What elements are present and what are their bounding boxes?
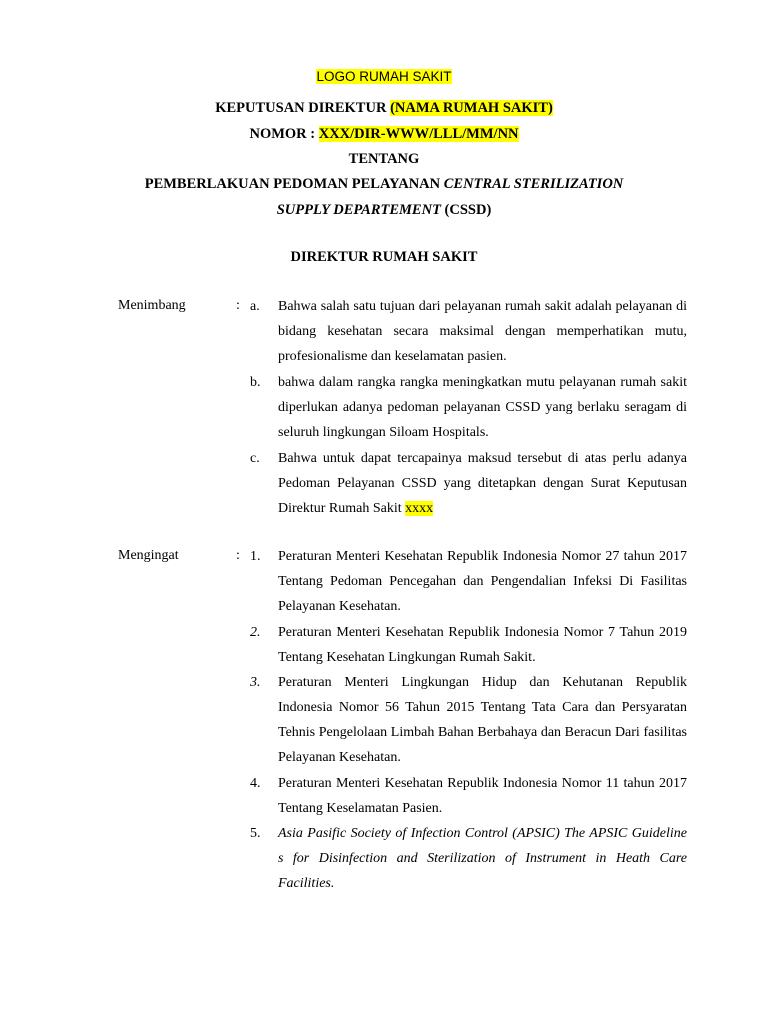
logo-placeholder bbox=[0, 69, 768, 84]
item-marker: 4. bbox=[250, 776, 261, 791]
item-marker: a. bbox=[250, 299, 260, 314]
mengingat-item-3 bbox=[250, 670, 690, 770]
item-text: Peraturan Menteri Kesehatan Republik Indonesia Nomor 7 Tahun 2019 Tentang Kesehatan Lingkungan Rumah Sakit. bbox=[278, 625, 687, 665]
logo-text: LOGO RUMAH SAKIT bbox=[316, 69, 452, 84]
about-text: TENTANG bbox=[348, 151, 420, 167]
menimbang-label: Menimbang bbox=[118, 298, 186, 313]
item-marker: 1. bbox=[250, 549, 261, 564]
mengingat-item-4 bbox=[250, 771, 690, 821]
item-text: Bahwa salah satu tujuan dari pelayanan rumah sakit adalah pelayanan di bidang kesehatan secara maksimal dengan memperhatikan mutu, profesionalisme dan keselamatan pasien. bbox=[278, 299, 687, 364]
director-heading bbox=[0, 248, 768, 266]
item-marker: c. bbox=[250, 451, 260, 466]
item-text: Bahwa untuk dapat tercapainya maksud tersebut di atas perlu adanya Pedoman Pelayanan CSSD yang ditetapkan dengan Surat Keputusan Direktur Rumah Sakit bbox=[278, 451, 687, 516]
decree-number bbox=[0, 125, 768, 143]
item-text: Peraturan Menteri Lingkungan Hidup dan Kehutanan Republik Indonesia Nomor 56 Tahun 2015 Tentang Tata Cara dan Persyaratan Tehnis Pengelolaan Limbah Bahan Berbahaya dan Beracun Dari fasilitas Pelayanan Kesehatan. bbox=[278, 675, 687, 765]
highlight-placeholder: xxxx bbox=[405, 501, 434, 516]
mengingat-label: Mengingat bbox=[118, 548, 179, 563]
mengingat-item-2 bbox=[250, 620, 690, 670]
about-heading bbox=[0, 150, 768, 168]
item-marker: 2. bbox=[250, 625, 261, 640]
subject-line-1 bbox=[0, 175, 768, 193]
mengingat-item-5 bbox=[250, 821, 690, 896]
mengingat-colon: : bbox=[236, 548, 240, 563]
decree-prefix: KEPUTUSAN DIREKTUR bbox=[215, 100, 387, 116]
decree-hospital-name: (NAMA RUMAH SAKIT) bbox=[390, 100, 553, 116]
menimbang-item-a bbox=[250, 294, 690, 369]
item-marker: b. bbox=[250, 375, 261, 390]
menimbang-colon: : bbox=[236, 298, 240, 313]
item-text: Peraturan Menteri Kesehatan Republik Indonesia Nomor 27 tahun 2017 Tentang Pedoman Pencegahan dan Pengendalian Infeksi Di Fasilitas Pelayanan Kesehatan. bbox=[278, 549, 687, 614]
item-text: bahwa dalam rangka rangka meningkatkan mutu pelayanan rumah sakit diperlukan adanya pedoman pelayanan CSSD yang berlaku seragam di seluruh lingkungan Siloam Hospitals. bbox=[278, 375, 687, 440]
number-label: NOMOR : bbox=[249, 126, 316, 142]
menimbang-item-c bbox=[250, 446, 690, 521]
item-text: Asia Pasific Society of Infection Control (APSIC) The APSIC Guideline s for Disinfection and Sterilization of Instrument in Heath Care Facilities. bbox=[278, 826, 687, 891]
subject-italic-1: CENTRAL STERILIZATION bbox=[443, 176, 624, 192]
subject-suffix: (CSSD) bbox=[444, 202, 492, 218]
subject-prefix: PEMBERLAKUAN PEDOMAN PELAYANAN bbox=[144, 176, 441, 192]
subject-line-2 bbox=[0, 201, 768, 219]
decree-title bbox=[0, 99, 768, 117]
item-text: Peraturan Menteri Kesehatan Republik Indonesia Nomor 11 tahun 2017 Tentang Keselamatan Pasien. bbox=[278, 776, 687, 816]
director-text: DIREKTUR RUMAH SAKIT bbox=[290, 249, 478, 265]
mengingat-item-1 bbox=[250, 544, 690, 619]
subject-italic-2: SUPPLY DEPARTEMENT bbox=[276, 202, 441, 218]
number-value: XXX/DIR-WWW/LLL/MM/NN bbox=[318, 126, 519, 142]
item-marker: 5. bbox=[250, 826, 261, 841]
item-marker: 3. bbox=[250, 675, 261, 690]
item-text-wrapper bbox=[278, 446, 687, 521]
menimbang-item-b bbox=[250, 370, 690, 445]
